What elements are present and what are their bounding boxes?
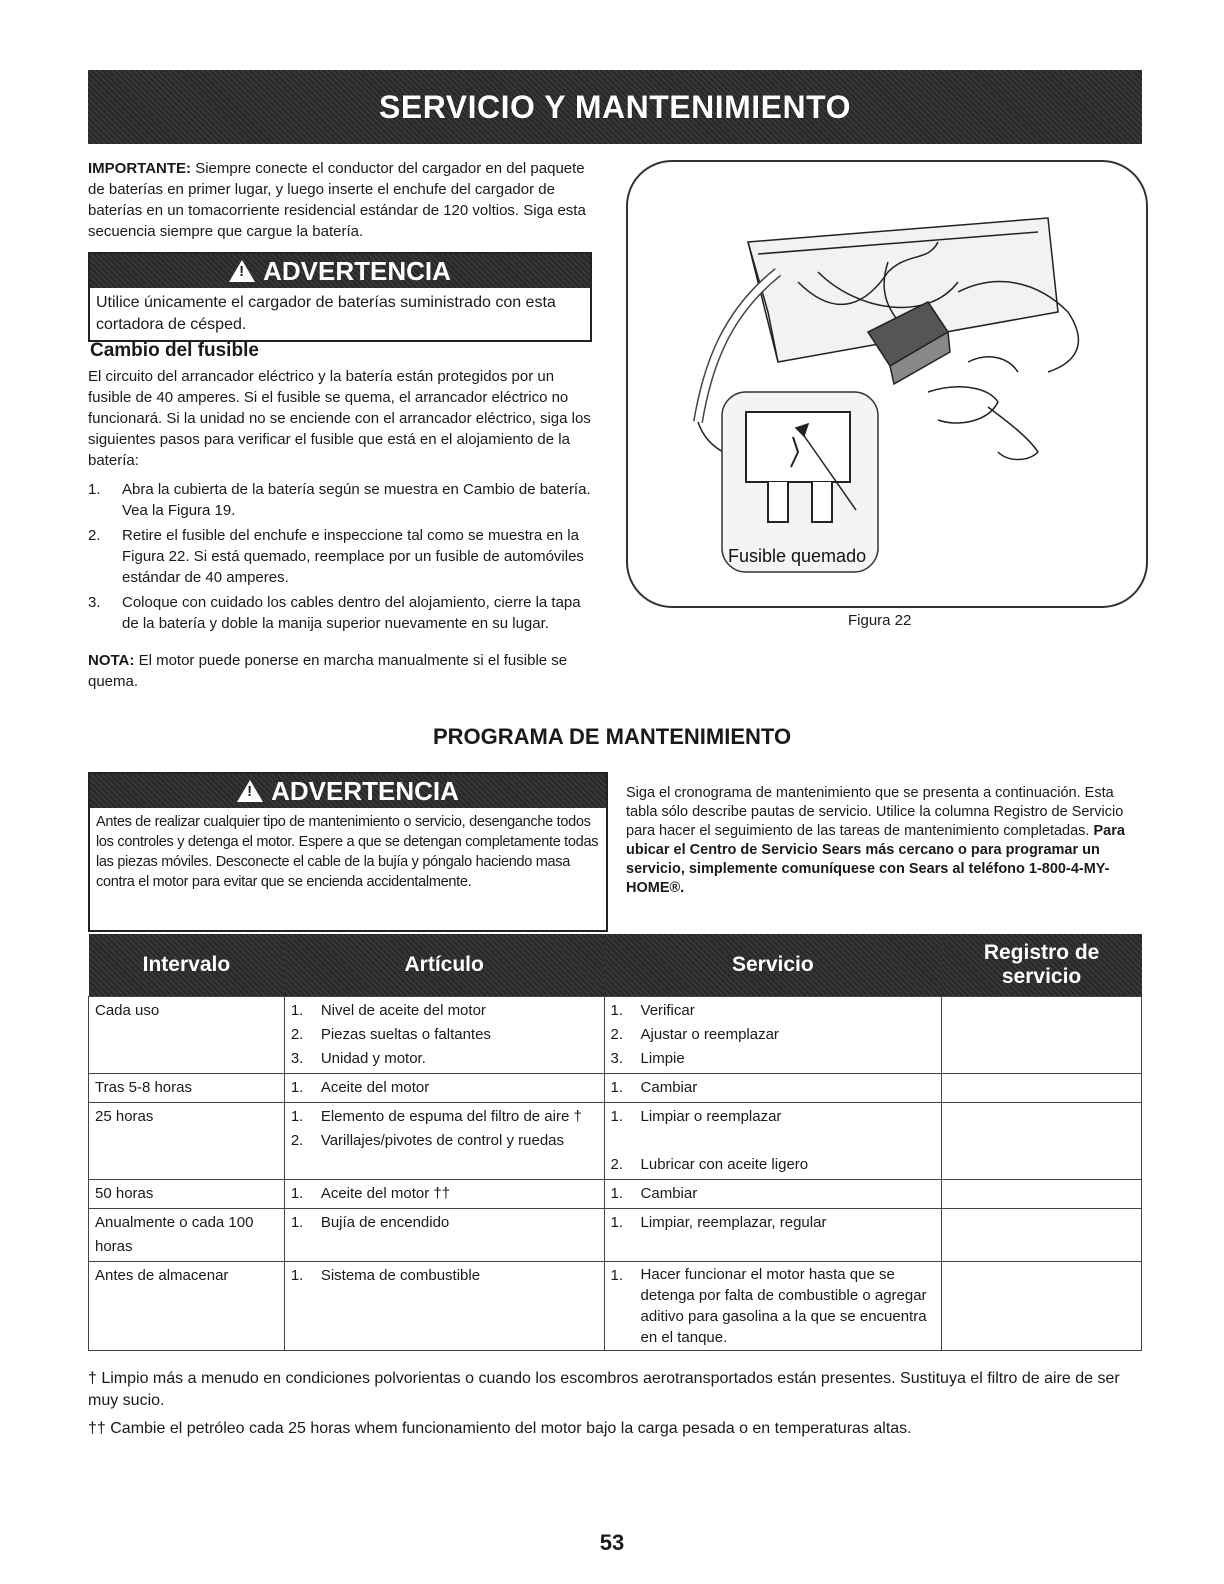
service-log-cell[interactable]	[942, 1074, 1142, 1103]
item-number: 2.	[290, 1132, 304, 1149]
service-cell	[604, 1103, 942, 1180]
fuse-section	[88, 366, 600, 692]
service-text: Limpie	[640, 1050, 685, 1067]
note-paragraph	[88, 650, 600, 692]
item-text: Sistema de combustible	[320, 1267, 481, 1284]
section-banner	[88, 70, 1142, 144]
page-title: SERVICIO Y MANTENIMIENTO	[379, 88, 851, 125]
warning-box-maintenance	[88, 772, 608, 932]
service-cell	[604, 1180, 942, 1209]
warning-header	[90, 774, 606, 808]
item-text: Varillajes/pivotes de control y ruedas	[320, 1132, 565, 1149]
list-item	[88, 592, 600, 634]
interval-cell: Anualmente o cada 100 horas	[89, 1209, 285, 1262]
service-number: 3.	[610, 1050, 624, 1067]
schedule-intro	[626, 784, 1142, 898]
footnote-double-dagger: †† Cambie el petróleo cada 25 horas whem funcionamiento del motor bajo la carga pesada o en temperaturas altas.	[88, 1420, 912, 1437]
service-log-cell[interactable]	[942, 1209, 1142, 1262]
step-text: Retire el fusible del enchufe e inspeccione tal como se muestra en la Figura 22. Si está quemado, reemplace por un fusible de automóviles estándar de 40 amperes.	[122, 527, 584, 586]
item-number: 1.	[290, 1002, 304, 1019]
item-number: 1.	[290, 1267, 304, 1284]
fuse-callout-label: Fusible quemado	[728, 546, 867, 566]
item-cell	[284, 997, 604, 1074]
service-number: 1.	[610, 1079, 624, 1096]
service-text: Lubricar con aceite ligero	[640, 1156, 809, 1173]
service-text: Limpiar, reemplazar, regular	[640, 1214, 827, 1231]
service-number: 1.	[610, 1185, 624, 1202]
table-row	[89, 1209, 1142, 1262]
service-text: Hacer funcionar el motor hasta que se detenga por falta de combustible o agregar aditivo para gasolina a la que se encuentra en el tanque.	[640, 1266, 927, 1346]
fuse-steps-list	[88, 479, 600, 634]
table-row	[89, 1074, 1142, 1103]
item-text: Aceite del motor ††	[320, 1185, 451, 1202]
item-text: Aceite del motor	[320, 1079, 430, 1096]
step-text: Abra la cubierta de la batería según se muestra en Cambio de batería. Vea la Figura 19.	[122, 481, 591, 519]
step-number: 2.	[88, 527, 101, 544]
important-paragraph	[88, 158, 588, 242]
service-text: Limpiar o reemplazar	[640, 1108, 782, 1125]
warning-header	[90, 254, 590, 288]
note-label: NOTA:	[88, 652, 135, 669]
header-item: Artículo	[284, 934, 604, 997]
service-number: 1.	[610, 1002, 624, 1019]
list-item	[88, 479, 600, 521]
fuse-illustration	[628, 162, 1146, 606]
item-text: Nivel de aceite del motor	[320, 1002, 486, 1019]
service-cell	[604, 1074, 942, 1103]
item-text: Bujía de encendido	[320, 1214, 450, 1231]
warning-triangle-icon	[237, 780, 263, 802]
footnote-dagger: † Limpio más a menudo en condiciones polvorientas o cuando los escombros aerotransportados están presentes. Sustituya el filtro de aire de ser muy sucio.	[88, 1370, 1120, 1409]
service-log-cell[interactable]	[942, 1180, 1142, 1209]
interval-cell: 50 horas	[89, 1180, 285, 1209]
item-cell	[284, 1180, 604, 1209]
service-cell	[604, 1209, 942, 1262]
item-text: Elemento de espuma del filtro de aire †	[320, 1108, 582, 1125]
maintenance-table	[88, 934, 1142, 1351]
fuse-intro: El circuito del arrancador eléctrico y la batería están protegidos por un fusible de 40 amperes. Si el fusible se quema, el arrancador eléctrico no funcionará. Si la unidad no se enciende con el arrancador eléctrico, siga los siguientes pasos para verificar el fusible que está en el alojamiento de la batería:	[88, 368, 591, 469]
warning-heading: ADVERTENCIA	[271, 775, 459, 806]
service-number: 2.	[610, 1026, 624, 1043]
warning-text: Utilice únicamente el cargador de baterías suministrado con esta cortadora de césped.	[96, 294, 556, 333]
item-number: 1.	[290, 1079, 304, 1096]
service-text: Verificar	[640, 1002, 695, 1019]
figure-22-frame	[626, 160, 1148, 608]
item-cell	[284, 1074, 604, 1103]
schedule-intro-text: Siga el cronograma de mantenimiento que se presenta a continuación. Esta tabla sólo describe pautas de servicio. Utilice la columna Registro de Servicio para hacer el seguimiento de las tareas de mantenimiento completadas.	[626, 785, 1124, 839]
important-text: Siempre conecte el conductor del cargador en del paquete de baterías en primer lugar, y luego inserte el enchufe del cargador de baterías en un tomacorriente residencial estándar de 120 voltios. Siga esta secuencia siempre que cargue la batería.	[88, 160, 586, 240]
important-label: IMPORTANTE:	[88, 160, 192, 177]
header-interval: Intervalo	[89, 934, 285, 997]
item-number: 1.	[290, 1185, 304, 1202]
service-text: Ajustar o reemplazar	[640, 1026, 779, 1043]
schedule-intro-bold: Para ubicar el Centro de Servicio Sears más cercano o para programar un servicio, simplemente comuníquese con Sears al teléfono 1-800-4-MY-HOME®.	[626, 823, 1125, 896]
item-number: 1.	[290, 1214, 304, 1231]
page-number: 53	[599, 1530, 625, 1555]
item-number: 1.	[290, 1108, 304, 1125]
interval-cell: Cada uso	[89, 997, 285, 1074]
item-number: 3.	[290, 1050, 304, 1067]
service-number: 1.	[610, 1267, 624, 1284]
service-log-cell[interactable]	[942, 1103, 1142, 1180]
note-text: El motor puede ponerse en marcha manualmente si el fusible se quema.	[88, 652, 568, 690]
table-row	[89, 1262, 1142, 1351]
header-service-log: Registro de servicio	[942, 934, 1142, 997]
item-cell	[284, 1262, 604, 1351]
step-number: 3.	[88, 594, 101, 611]
interval-cell: Tras 5-8 horas	[89, 1074, 285, 1103]
step-text: Coloque con cuidado los cables dentro del alojamiento, cierre la tapa de la batería y doble la manija superior nuevamente en su lugar.	[122, 594, 581, 632]
warning-triangle-icon	[229, 260, 255, 282]
fuse-heading: Cambio del fusible	[90, 340, 259, 361]
warning-box-charger	[88, 252, 592, 342]
service-cell	[604, 1262, 942, 1351]
table-row	[89, 1103, 1142, 1180]
interval-cell: 25 horas	[89, 1103, 285, 1180]
figure-caption: Figura 22	[848, 612, 912, 629]
service-number: 2.	[610, 1156, 624, 1173]
service-text: Cambiar	[640, 1079, 698, 1096]
warning-heading: ADVERTENCIA	[263, 255, 451, 286]
item-text: Unidad y motor.	[320, 1050, 426, 1067]
table-row	[89, 1180, 1142, 1209]
item-cell	[284, 1103, 604, 1180]
service-cell	[604, 997, 942, 1074]
maintenance-schedule-heading: PROGRAMA DE MANTENIMIENTO	[432, 724, 792, 749]
table-row	[89, 997, 1142, 1074]
service-text: Cambiar	[640, 1185, 698, 1202]
service-log-cell[interactable]	[942, 997, 1142, 1074]
header-service: Servicio	[604, 934, 942, 997]
item-number: 2.	[290, 1026, 304, 1043]
warning-text: Antes de realizar cualquier tipo de mantenimiento o servicio, desenganche todos los controles y detenga el motor. Espere a que se detengan completamente todas las piezas móviles. Desconecte el cable de la bujía y póngalo haciendo masa contra el motor para evitar que se encienda accidentalmente.	[96, 814, 599, 890]
item-text: Piezas sueltas o faltantes	[320, 1026, 491, 1043]
table-header-row	[89, 934, 1142, 997]
fuse-marking: 40	[809, 424, 826, 441]
service-number: 1.	[610, 1108, 624, 1125]
interval-cell: Antes de almacenar	[89, 1262, 285, 1351]
service-number: 1.	[610, 1214, 624, 1231]
list-item	[88, 525, 600, 588]
service-log-cell[interactable]	[942, 1262, 1142, 1351]
step-number: 1.	[88, 481, 101, 498]
item-cell	[284, 1209, 604, 1262]
